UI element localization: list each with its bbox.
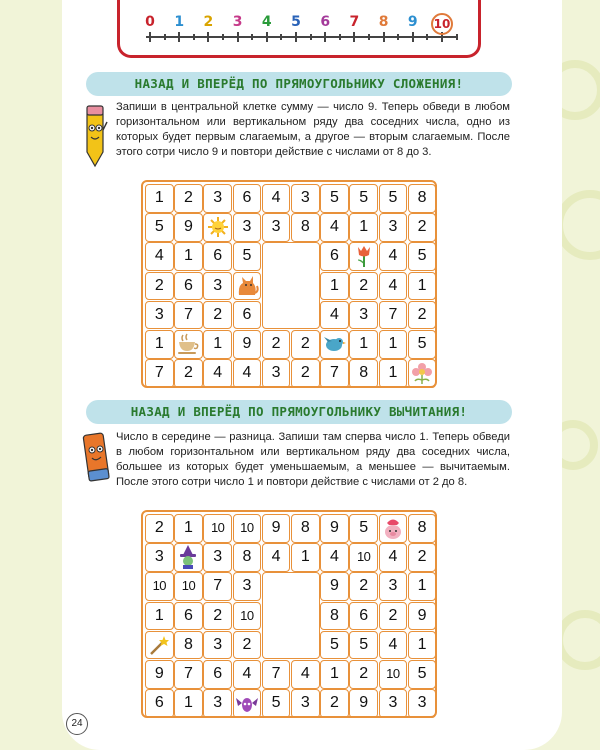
- grid-cell[interactable]: 1: [174, 514, 203, 543]
- addition-banner: НАЗАД И ВПЕРЁД ПО ПРЯМОУГОЛЬНИКУ СЛОЖЕНИЯ!: [86, 72, 512, 96]
- number-line-label: 7: [349, 14, 360, 30]
- grid-cell[interactable]: 2: [320, 689, 349, 718]
- grid-cell[interactable]: 2: [408, 543, 437, 572]
- number-line-minor-tick: [251, 34, 253, 40]
- grid-cell[interactable]: 6: [320, 242, 349, 271]
- grid-cell[interactable]: [349, 242, 378, 271]
- grid-cell[interactable]: 3: [203, 184, 232, 213]
- grid-cell[interactable]: [145, 631, 174, 660]
- grid-cell[interactable]: 1: [408, 572, 437, 601]
- subtraction-instructions: Число в середине — разница. Запиши там сперва число 1. Теперь обведи в любом горизонтальном или вертикальном ряду два соседних числа, большее из которых будет уменьшаемым, а меньшее — вычитаемым. После этого сотри число 1 и повтори действие с числами от 2 до 8.: [116, 431, 510, 488]
- number-line-label: 5: [291, 14, 301, 30]
- grid-cell[interactable]: 4: [379, 272, 408, 301]
- grid-cell[interactable]: 7: [145, 359, 174, 388]
- grid-cell[interactable]: 4: [233, 359, 262, 388]
- grid-cell[interactable]: 8: [408, 184, 437, 213]
- grid-cell[interactable]: 3: [233, 213, 262, 242]
- grid-cell[interactable]: 8: [174, 631, 203, 660]
- grid-cell[interactable]: [233, 272, 262, 301]
- grid-cell[interactable]: 10: [174, 572, 203, 601]
- grid-cell[interactable]: 1: [379, 330, 408, 359]
- grid-cell[interactable]: 3: [203, 272, 232, 301]
- grid-cell[interactable]: 6: [233, 184, 262, 213]
- grid-cell[interactable]: 1: [145, 602, 174, 631]
- grid-cell[interactable]: 1: [145, 330, 174, 359]
- grid-cell[interactable]: 3: [145, 301, 174, 330]
- number-line-tick: [412, 32, 414, 42]
- grid-cell[interactable]: 2: [379, 602, 408, 631]
- grid-cell[interactable]: 4: [262, 543, 291, 572]
- grid-cell[interactable]: 5: [408, 660, 437, 689]
- grid-cell[interactable]: 4: [233, 660, 262, 689]
- eraser-mascot-icon: [82, 430, 110, 492]
- number-line-minor-tick: [193, 34, 195, 40]
- grid-cell[interactable]: 1: [145, 184, 174, 213]
- grid-cell[interactable]: 2: [408, 213, 437, 242]
- grid-cell[interactable]: 1: [320, 272, 349, 301]
- grid-cell[interactable]: [174, 543, 203, 572]
- grid-cell[interactable]: 2: [203, 602, 232, 631]
- grid-cell[interactable]: 2: [145, 272, 174, 301]
- grid-cell[interactable]: 3: [291, 184, 320, 213]
- grid-cell[interactable]: 5: [379, 184, 408, 213]
- grid-cell[interactable]: 7: [262, 660, 291, 689]
- grid-cell[interactable]: 6: [145, 689, 174, 718]
- grid-cell[interactable]: 2: [349, 572, 378, 601]
- number-line-tick: [207, 32, 209, 42]
- grid-cell[interactable]: 1: [174, 689, 203, 718]
- pencil-mascot-icon: [82, 100, 108, 170]
- bat-icon: [235, 692, 259, 714]
- grid-cell[interactable]: [379, 514, 408, 543]
- number-line-minor-tick: [222, 34, 224, 40]
- grid-cell[interactable]: 6: [203, 660, 232, 689]
- number-line-minor-tick: [339, 34, 341, 40]
- grid-cell[interactable]: 3: [408, 689, 437, 718]
- grid-cell[interactable]: [233, 689, 262, 718]
- grid-cell[interactable]: 8: [349, 359, 378, 388]
- grid-cell[interactable]: 4: [291, 660, 320, 689]
- grid-cell[interactable]: 2: [174, 184, 203, 213]
- grid-cell[interactable]: 4: [320, 543, 349, 572]
- grid-cell[interactable]: 2: [145, 514, 174, 543]
- cup-icon: [176, 333, 200, 355]
- grid-cell[interactable]: 7: [320, 359, 349, 388]
- grid-cell[interactable]: [203, 213, 232, 242]
- grid-cell[interactable]: 9: [262, 514, 291, 543]
- grid-cell[interactable]: 4: [379, 631, 408, 660]
- sun-icon: [207, 216, 229, 238]
- number-line-label: 4: [261, 14, 272, 30]
- grid-cell[interactable]: 9: [320, 572, 349, 601]
- number-line-minor-tick: [280, 34, 282, 40]
- number-line-label: 9: [407, 14, 418, 30]
- grid-cell[interactable]: 1: [349, 330, 378, 359]
- page-number: 24: [66, 713, 88, 735]
- tulip-icon: [353, 244, 375, 268]
- number-line-tick: [237, 32, 239, 42]
- grid-cell[interactable]: 4: [203, 359, 232, 388]
- grid-cell[interactable]: 9: [408, 602, 437, 631]
- grid-cell[interactable]: 3: [262, 359, 291, 388]
- grid-cell[interactable]: 2: [174, 359, 203, 388]
- grid-cell[interactable]: 5: [233, 242, 262, 271]
- grid-cell[interactable]: 9: [349, 689, 378, 718]
- grid-cell[interactable]: 2: [262, 330, 291, 359]
- grid-cell[interactable]: 4: [320, 301, 349, 330]
- grid-cell[interactable]: 7: [203, 572, 232, 601]
- grid-cell[interactable]: 5: [320, 631, 349, 660]
- grid-cell[interactable]: 6: [203, 242, 232, 271]
- grid-cell[interactable]: 7: [174, 301, 203, 330]
- grid-cell[interactable]: 5: [408, 330, 437, 359]
- grid-cell[interactable]: 3: [379, 213, 408, 242]
- grid-cell[interactable]: 3: [262, 213, 291, 242]
- number-line-tick: [324, 32, 326, 42]
- number-line-tick: [383, 32, 385, 42]
- grid-cell[interactable]: 6: [233, 301, 262, 330]
- grid-cell[interactable]: 8: [233, 543, 262, 572]
- grid-cell[interactable]: 3: [203, 631, 232, 660]
- grid-cell[interactable]: 1: [203, 330, 232, 359]
- grid-cell[interactable]: 1: [408, 631, 437, 660]
- grid-cell[interactable]: [174, 330, 203, 359]
- grid-cell[interactable]: [408, 359, 437, 388]
- grid-cell[interactable]: 10: [349, 543, 378, 572]
- grid-cell[interactable]: 3: [379, 572, 408, 601]
- grid-cell[interactable]: 3: [145, 543, 174, 572]
- grid-cell[interactable]: [320, 330, 349, 359]
- grid-cell[interactable]: 9: [320, 514, 349, 543]
- grid-cell[interactable]: 1: [349, 213, 378, 242]
- flower-icon: [410, 361, 434, 385]
- grid-cell[interactable]: 2: [408, 301, 437, 330]
- number-line-label: 1: [174, 14, 185, 30]
- grid-cell[interactable]: 7: [379, 301, 408, 330]
- number-line-minor-tick: [310, 34, 312, 40]
- number-line-tick: [266, 32, 268, 42]
- grid-cell[interactable]: 3: [233, 572, 262, 601]
- number-line-tick: [149, 32, 151, 42]
- number-line-tick: [178, 32, 180, 42]
- grid-cell[interactable]: 9: [233, 330, 262, 359]
- grid-cell[interactable]: 2: [349, 660, 378, 689]
- addition-instructions: Запиши в центральной клетке сумму — число 9. Теперь обведи в любом горизонтальном или вертикальном ряду два соседних числа, одно из которых будет первым слагаемым, а другое — вторым слагаемым. После этого сотри число 9 и повтори действие с числами от 8 до 3.: [116, 101, 510, 158]
- grid-cell[interactable]: 5: [262, 689, 291, 718]
- grid-cell[interactable]: 8: [320, 602, 349, 631]
- center-answer-box[interactable]: [262, 572, 320, 659]
- number-line-minor-tick: [426, 34, 428, 40]
- subtraction-banner: НАЗАД И ВПЕРЁД ПО ПРЯМОУГОЛЬНИКУ ВЫЧИТАНИЯ!: [86, 400, 512, 424]
- grid-cell[interactable]: 9: [174, 213, 203, 242]
- grid-cell[interactable]: 4: [379, 543, 408, 572]
- grid-cell[interactable]: 10: [233, 514, 262, 543]
- grid-cell[interactable]: 5: [349, 631, 378, 660]
- wand-icon: [148, 634, 170, 656]
- grid-cell[interactable]: 4: [145, 242, 174, 271]
- grid-cell[interactable]: 8: [291, 213, 320, 242]
- cat-icon: [235, 273, 259, 297]
- grid-cell[interactable]: 4: [262, 184, 291, 213]
- grid-cell[interactable]: 10: [233, 602, 262, 631]
- grid-cell[interactable]: 3: [349, 301, 378, 330]
- number-line-label: 3: [232, 14, 243, 30]
- grid-cell[interactable]: 8: [408, 514, 437, 543]
- grid-cell[interactable]: 3: [291, 689, 320, 718]
- grid-cell[interactable]: 9: [145, 660, 174, 689]
- grid-cell[interactable]: 2: [349, 272, 378, 301]
- grid-cell[interactable]: 2: [291, 330, 320, 359]
- grid-cell[interactable]: 4: [379, 242, 408, 271]
- number-line-tick: [353, 32, 355, 42]
- grid-cell[interactable]: 3: [379, 689, 408, 718]
- grid-cell[interactable]: 3: [203, 689, 232, 718]
- grid-cell[interactable]: 6: [174, 602, 203, 631]
- number-line-label: 0: [145, 14, 155, 30]
- number-line-label: 8: [378, 14, 389, 30]
- grid-cell[interactable]: 4: [320, 213, 349, 242]
- grid-cell[interactable]: 1: [174, 242, 203, 271]
- grid-cell[interactable]: 6: [174, 272, 203, 301]
- grid-cell[interactable]: 8: [291, 514, 320, 543]
- number-line-label: 6: [320, 14, 331, 30]
- grid-cell[interactable]: 1: [379, 359, 408, 388]
- grid-cell[interactable]: 2: [233, 631, 262, 660]
- center-answer-box[interactable]: [262, 242, 320, 329]
- grid-cell[interactable]: 3: [203, 543, 232, 572]
- number-line-label: 10: [431, 13, 453, 35]
- grid-cell[interactable]: 2: [291, 359, 320, 388]
- grid-cell[interactable]: 5: [349, 514, 378, 543]
- grid-cell[interactable]: 1: [320, 660, 349, 689]
- grid-cell[interactable]: 6: [349, 602, 378, 631]
- grid-cell[interactable]: 5: [408, 242, 437, 271]
- grid-cell[interactable]: 10: [145, 572, 174, 601]
- bird-icon: [322, 334, 346, 354]
- number-line-tick: [295, 32, 297, 42]
- grid-cell[interactable]: 10: [203, 514, 232, 543]
- witch-icon: [177, 545, 199, 569]
- number-line-minor-tick: [164, 34, 166, 40]
- pig-icon: [382, 516, 404, 540]
- grid-cell[interactable]: 2: [203, 301, 232, 330]
- grid-cell[interactable]: 5: [349, 184, 378, 213]
- grid-cell[interactable]: 10: [379, 660, 408, 689]
- grid-cell[interactable]: 7: [174, 660, 203, 689]
- grid-cell[interactable]: 1: [408, 272, 437, 301]
- number-line-minor-tick: [456, 34, 458, 40]
- number-line-minor-tick: [397, 34, 399, 40]
- grid-cell[interactable]: 1: [291, 543, 320, 572]
- grid-cell[interactable]: 5: [320, 184, 349, 213]
- number-line-label: 2: [203, 14, 214, 30]
- number-line-minor-tick: [368, 34, 370, 40]
- grid-cell[interactable]: 5: [145, 213, 174, 242]
